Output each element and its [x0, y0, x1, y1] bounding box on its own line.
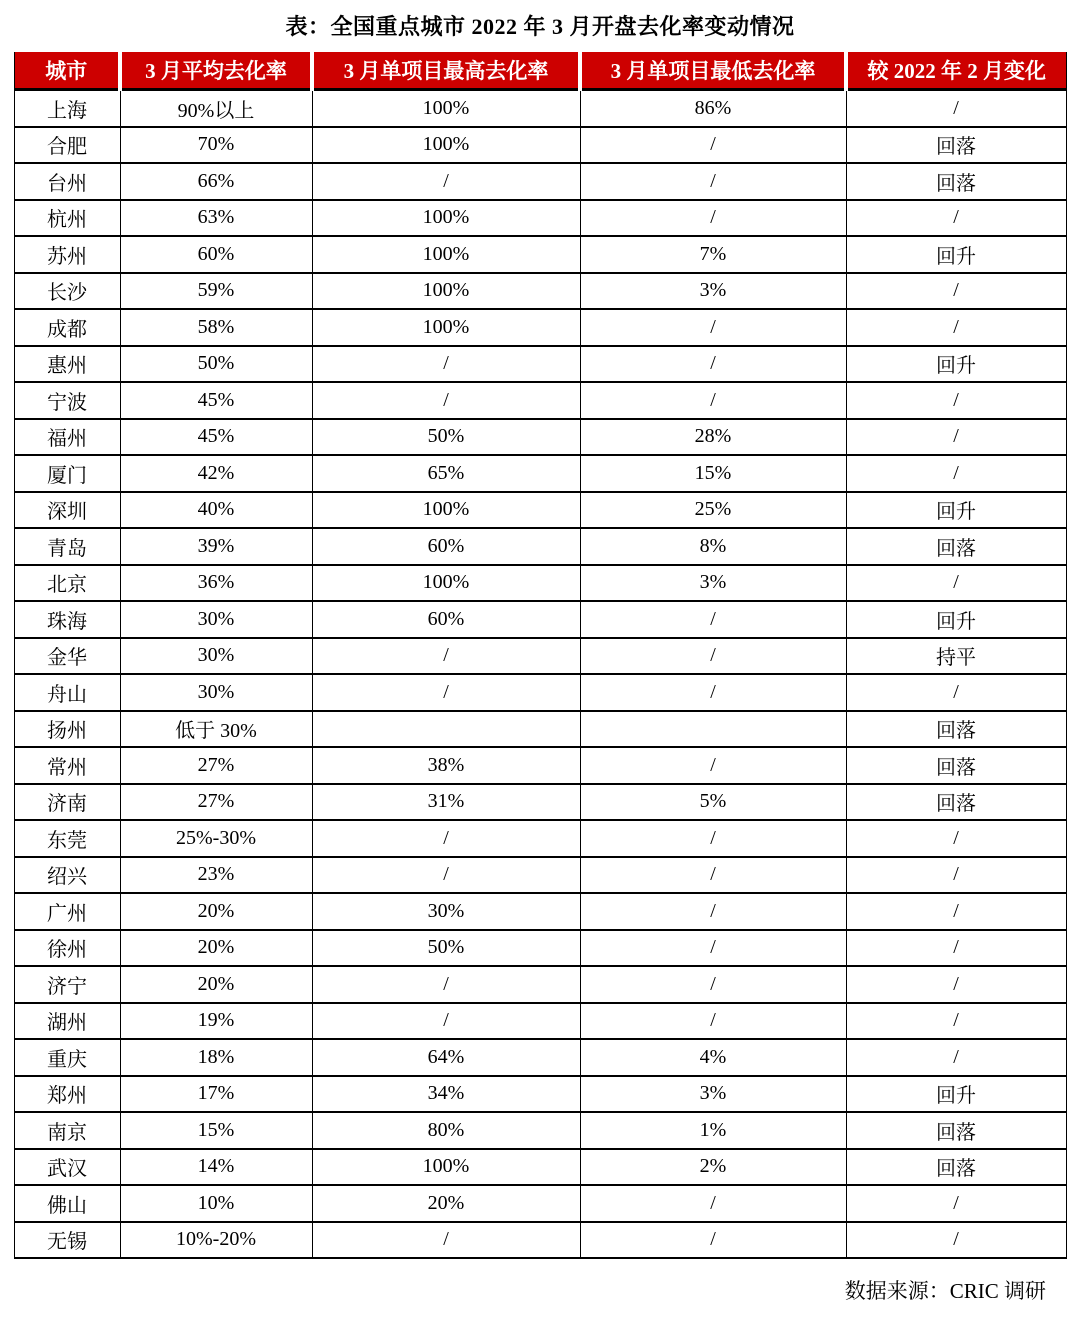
cell-max-rate: /: [312, 163, 580, 200]
cell-change: 回升: [846, 1076, 1066, 1113]
cell-avg-rate: 低于 30%: [120, 711, 312, 748]
cell-change: /: [846, 273, 1066, 310]
table-row: [14, 492, 1066, 529]
cell-max-rate: 100%: [312, 236, 580, 273]
table-row: [14, 273, 1066, 310]
cell-city: 宁波: [14, 382, 120, 419]
cell-max-rate: /: [312, 382, 580, 419]
cell-avg-rate: 10%: [120, 1185, 312, 1222]
cell-max-rate: 60%: [312, 528, 580, 565]
cell-city: 济南: [14, 784, 120, 821]
cell-avg-rate: 27%: [120, 747, 312, 784]
cell-change: /: [846, 820, 1066, 857]
cell-min-rate: 28%: [580, 419, 846, 456]
cell-change: /: [846, 200, 1066, 237]
cell-city: 珠海: [14, 601, 120, 638]
table-header: [14, 52, 1066, 90]
cell-change: 回升: [846, 346, 1066, 383]
table-row: [14, 455, 1066, 492]
table-row: [14, 1112, 1066, 1149]
cell-min-rate: 86%: [580, 90, 846, 127]
cell-city: 惠州: [14, 346, 120, 383]
cell-avg-rate: 19%: [120, 1003, 312, 1040]
cell-change: 回落: [846, 528, 1066, 565]
cell-max-rate: 65%: [312, 455, 580, 492]
cell-avg-rate: 36%: [120, 565, 312, 602]
cell-avg-rate: 27%: [120, 784, 312, 821]
cell-avg-rate: 45%: [120, 382, 312, 419]
cell-change: /: [846, 893, 1066, 930]
cell-change: 回落: [846, 127, 1066, 164]
table-row: [14, 382, 1066, 419]
cell-max-rate: 100%: [312, 273, 580, 310]
table-row: [14, 419, 1066, 456]
cell-min-rate: 25%: [580, 492, 846, 529]
cell-min-rate: 4%: [580, 1039, 846, 1076]
cell-city: 台州: [14, 163, 120, 200]
cell-min-rate: /: [580, 346, 846, 383]
cell-min-rate: /: [580, 966, 846, 1003]
cell-city: 深圳: [14, 492, 120, 529]
table-row: [14, 1185, 1066, 1222]
table-row: [14, 784, 1066, 821]
cell-city: 广州: [14, 893, 120, 930]
cell-avg-rate: 70%: [120, 127, 312, 164]
column-header-avg-rate: 3 月平均去化率: [120, 52, 312, 90]
cell-change: /: [846, 565, 1066, 602]
cell-min-rate: [580, 711, 846, 748]
cell-max-rate: 31%: [312, 784, 580, 821]
cell-min-rate: 3%: [580, 273, 846, 310]
cell-city: 佛山: [14, 1185, 120, 1222]
cell-max-rate: /: [312, 1003, 580, 1040]
table-row: [14, 346, 1066, 383]
cell-change: 回升: [846, 492, 1066, 529]
cell-change: 回升: [846, 601, 1066, 638]
cell-change: 回落: [846, 747, 1066, 784]
cell-change: 持平: [846, 638, 1066, 675]
table-row: [14, 528, 1066, 565]
cell-change: /: [846, 90, 1066, 127]
table-row: [14, 747, 1066, 784]
cell-change: /: [846, 674, 1066, 711]
cell-min-rate: 2%: [580, 1149, 846, 1186]
cell-max-rate: 30%: [312, 893, 580, 930]
cell-avg-rate: 50%: [120, 346, 312, 383]
table-row: [14, 1003, 1066, 1040]
table-row: [14, 309, 1066, 346]
cell-min-rate: /: [580, 1185, 846, 1222]
cell-max-rate: /: [312, 1222, 580, 1259]
cell-city: 成都: [14, 309, 120, 346]
cell-min-rate: 15%: [580, 455, 846, 492]
cell-city: 福州: [14, 419, 120, 456]
table-row: [14, 857, 1066, 894]
cell-min-rate: 3%: [580, 565, 846, 602]
cell-change: 回落: [846, 711, 1066, 748]
cell-max-rate: 38%: [312, 747, 580, 784]
cell-max-rate: 64%: [312, 1039, 580, 1076]
cell-min-rate: 7%: [580, 236, 846, 273]
cell-change: /: [846, 930, 1066, 967]
cell-avg-rate: 15%: [120, 1112, 312, 1149]
table-row: [14, 1039, 1066, 1076]
absorption-rate-table: [14, 52, 1067, 1259]
cell-change: /: [846, 966, 1066, 1003]
cell-min-rate: /: [580, 200, 846, 237]
cell-city: 武汉: [14, 1149, 120, 1186]
cell-avg-rate: 20%: [120, 966, 312, 1003]
cell-min-rate: /: [580, 309, 846, 346]
cell-avg-rate: 20%: [120, 893, 312, 930]
cell-min-rate: /: [580, 857, 846, 894]
cell-change: /: [846, 382, 1066, 419]
cell-avg-rate: 42%: [120, 455, 312, 492]
cell-city: 上海: [14, 90, 120, 127]
cell-avg-rate: 39%: [120, 528, 312, 565]
cell-avg-rate: 40%: [120, 492, 312, 529]
cell-max-rate: 100%: [312, 127, 580, 164]
cell-city: 湖州: [14, 1003, 120, 1040]
table-row: [14, 1222, 1066, 1259]
cell-min-rate: 5%: [580, 784, 846, 821]
table-row: [14, 601, 1066, 638]
cell-change: /: [846, 1222, 1066, 1259]
cell-city: 金华: [14, 638, 120, 675]
cell-avg-rate: 60%: [120, 236, 312, 273]
table-row: [14, 200, 1066, 237]
cell-change: 回落: [846, 163, 1066, 200]
data-source: 数据来源：CRIC 调研: [844, 1279, 1046, 1303]
cell-avg-rate: 30%: [120, 638, 312, 675]
cell-city: 杭州: [14, 200, 120, 237]
cell-avg-rate: 58%: [120, 309, 312, 346]
cell-avg-rate: 18%: [120, 1039, 312, 1076]
cell-change: /: [846, 309, 1066, 346]
cell-min-rate: /: [580, 820, 846, 857]
cell-change: /: [846, 455, 1066, 492]
cell-avg-rate: 59%: [120, 273, 312, 310]
column-header-max-rate: 3 月单项目最高去化率: [312, 52, 580, 90]
cell-min-rate: 8%: [580, 528, 846, 565]
cell-avg-rate: 10%-20%: [120, 1222, 312, 1259]
cell-avg-rate: 63%: [120, 200, 312, 237]
cell-change: /: [846, 419, 1066, 456]
cell-avg-rate: 66%: [120, 163, 312, 200]
cell-city: 无锡: [14, 1222, 120, 1259]
table-row: [14, 930, 1066, 967]
cell-min-rate: /: [580, 674, 846, 711]
cell-change: 回落: [846, 1149, 1066, 1186]
cell-avg-rate: 30%: [120, 601, 312, 638]
cell-city: 扬州: [14, 711, 120, 748]
cell-avg-rate: 14%: [120, 1149, 312, 1186]
cell-avg-rate: 25%-30%: [120, 820, 312, 857]
table-row: [14, 236, 1066, 273]
cell-city: 青岛: [14, 528, 120, 565]
cell-max-rate: /: [312, 638, 580, 675]
cell-max-rate: 34%: [312, 1076, 580, 1113]
cell-avg-rate: 20%: [120, 930, 312, 967]
cell-change: 回落: [846, 784, 1066, 821]
cell-max-rate: 100%: [312, 90, 580, 127]
cell-max-rate: /: [312, 674, 580, 711]
cell-max-rate: /: [312, 857, 580, 894]
table-title: 表：全国重点城市 2022 年 3 月开盘去化率变动情况: [285, 14, 795, 39]
column-header-min-rate: 3 月单项目最低去化率: [580, 52, 846, 90]
cell-change: /: [846, 1003, 1066, 1040]
table-row: [14, 966, 1066, 1003]
cell-max-rate: 100%: [312, 492, 580, 529]
cell-min-rate: /: [580, 747, 846, 784]
cell-city: 绍兴: [14, 857, 120, 894]
cell-max-rate: 60%: [312, 601, 580, 638]
header-row: [14, 52, 1066, 90]
cell-min-rate: /: [580, 382, 846, 419]
cell-min-rate: /: [580, 163, 846, 200]
cell-max-rate: /: [312, 820, 580, 857]
cell-city: 苏州: [14, 236, 120, 273]
cell-max-rate: [312, 711, 580, 748]
cell-max-rate: 80%: [312, 1112, 580, 1149]
cell-change: 回升: [846, 236, 1066, 273]
cell-min-rate: /: [580, 1003, 846, 1040]
table-row: [14, 674, 1066, 711]
cell-max-rate: 100%: [312, 1149, 580, 1186]
cell-min-rate: /: [580, 638, 846, 675]
cell-avg-rate: 30%: [120, 674, 312, 711]
table-row: [14, 893, 1066, 930]
cell-city: 南京: [14, 1112, 120, 1149]
cell-city: 厦门: [14, 455, 120, 492]
column-header-city: 城市: [14, 52, 120, 90]
cell-city: 合肥: [14, 127, 120, 164]
cell-change: /: [846, 1039, 1066, 1076]
cell-change: /: [846, 1185, 1066, 1222]
table-row: [14, 638, 1066, 675]
cell-min-rate: 1%: [580, 1112, 846, 1149]
cell-max-rate: 50%: [312, 419, 580, 456]
cell-change: /: [846, 857, 1066, 894]
cell-max-rate: 100%: [312, 200, 580, 237]
table-row: [14, 1149, 1066, 1186]
cell-min-rate: 3%: [580, 1076, 846, 1113]
table-row: [14, 565, 1066, 602]
table-row: [14, 820, 1066, 857]
cell-city: 重庆: [14, 1039, 120, 1076]
cell-max-rate: /: [312, 346, 580, 383]
table-row: [14, 163, 1066, 200]
cell-avg-rate: 17%: [120, 1076, 312, 1113]
cell-avg-rate: 23%: [120, 857, 312, 894]
cell-city: 常州: [14, 747, 120, 784]
cell-avg-rate: 45%: [120, 419, 312, 456]
cell-max-rate: 20%: [312, 1185, 580, 1222]
cell-city: 济宁: [14, 966, 120, 1003]
cell-city: 徐州: [14, 930, 120, 967]
cell-max-rate: 100%: [312, 309, 580, 346]
table-row: [14, 127, 1066, 164]
cell-min-rate: /: [580, 1222, 846, 1259]
cell-min-rate: /: [580, 127, 846, 164]
cell-max-rate: 100%: [312, 565, 580, 602]
column-header-change: 较 2022 年 2 月变化: [846, 52, 1066, 90]
cell-city: 北京: [14, 565, 120, 602]
cell-min-rate: /: [580, 601, 846, 638]
cell-change: 回落: [846, 1112, 1066, 1149]
table-row: [14, 1076, 1066, 1113]
cell-city: 舟山: [14, 674, 120, 711]
cell-min-rate: /: [580, 893, 846, 930]
table-row: [14, 711, 1066, 748]
cell-max-rate: 50%: [312, 930, 580, 967]
table-row: [14, 90, 1066, 127]
cell-min-rate: /: [580, 930, 846, 967]
cell-city: 长沙: [14, 273, 120, 310]
table-body: [14, 90, 1066, 1259]
cell-avg-rate: 90%以上: [120, 90, 312, 127]
cell-max-rate: /: [312, 966, 580, 1003]
cell-city: 东莞: [14, 820, 120, 857]
cell-city: 郑州: [14, 1076, 120, 1113]
